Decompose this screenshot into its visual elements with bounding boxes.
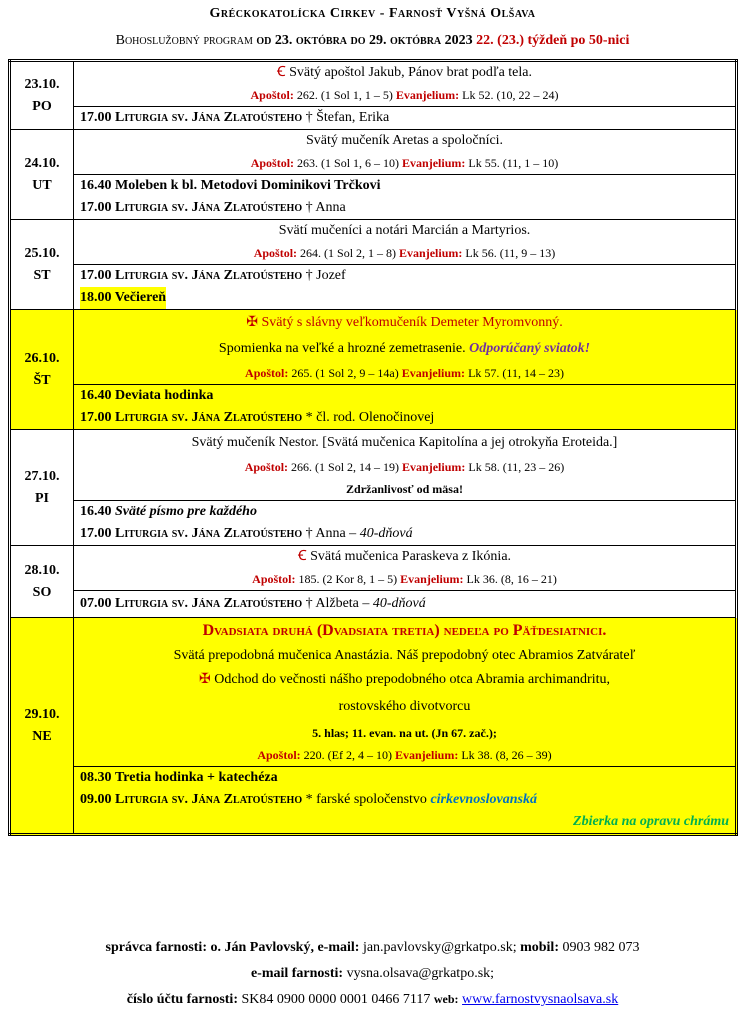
evanjelium-ref: Lk 38. (8, 26 – 39) xyxy=(461,748,552,762)
readings xyxy=(74,84,735,106)
mobile-number: 0903 982 073 xyxy=(562,940,640,955)
day-of-week: PO xyxy=(32,98,52,114)
apostol-ref: 263. (1 Sol 1, 6 – 10) xyxy=(297,156,400,170)
service-name: Liturgia sv. Jána Zlatoústeho xyxy=(115,410,303,425)
feast-text: Svätá prepodobná mučenica Anastázia. Náš prepodobný otec Abramios Zatvárateľ xyxy=(173,648,636,663)
service-intent: † Štefan, Erika xyxy=(305,110,390,125)
day-row-feast xyxy=(10,61,737,107)
day-row-services xyxy=(10,501,737,546)
feast-cell xyxy=(74,546,737,591)
service-time: 18.00 xyxy=(80,290,112,305)
service-name: Deviata hodinka xyxy=(115,388,214,403)
service-line xyxy=(74,523,735,545)
day-row-feast xyxy=(10,310,737,385)
feast-cell xyxy=(74,61,737,107)
services-cell xyxy=(74,591,737,618)
feast-line xyxy=(74,310,735,336)
day-of-week: SO xyxy=(32,584,52,600)
apostol-ref: 220. (Ef 2, 4 – 10) xyxy=(303,748,392,762)
evanjelium-label: Evanjelium: xyxy=(402,156,466,170)
service-line xyxy=(74,789,735,811)
mobile-label: mobil: xyxy=(520,940,559,955)
day-row-services xyxy=(10,767,737,835)
apostol-label: Apoštol: xyxy=(252,572,296,586)
readings xyxy=(74,152,735,174)
apostol-ref: 264. (1 Sol 2, 1 – 8) xyxy=(300,246,397,260)
date: 26.10. xyxy=(24,350,60,366)
evanjelium-label: Evanjelium: xyxy=(400,572,464,586)
day-row-feast xyxy=(10,430,737,501)
service-name: Liturgia sv. Jána Zlatoústeho xyxy=(115,792,303,807)
evanjelium-ref: Lk 55. (11, 1 – 10) xyxy=(468,156,559,170)
footer-admin xyxy=(0,940,745,956)
service-intent: † Anna xyxy=(305,200,346,215)
readings xyxy=(74,744,735,766)
readings xyxy=(74,568,735,590)
feast-text: Svätý apoštol Jakub, Pánov brat podľa tela. xyxy=(289,65,532,80)
admin-email[interactable]: jan.pavlovsky@grkatpo.sk; xyxy=(362,940,517,955)
feast3-text: rostovského divotvorcu xyxy=(338,699,471,714)
date-cell xyxy=(10,430,74,546)
feast-line xyxy=(74,668,735,692)
service-time: 17.00 xyxy=(80,110,112,125)
footer-account xyxy=(0,992,745,1008)
day-row-feast xyxy=(10,618,737,767)
service-line xyxy=(74,107,735,129)
feast-cell xyxy=(74,618,737,767)
date-cell xyxy=(10,220,74,310)
feast-line xyxy=(74,546,735,568)
service-intent: * farské spoločenstvo xyxy=(305,792,427,807)
program-subtitle xyxy=(0,33,745,49)
evanjelium-label: Evanjelium: xyxy=(401,366,466,380)
service-time: 17.00 xyxy=(80,526,112,541)
apostol-label: Apoštol: xyxy=(250,156,295,170)
evanjelium-ref: Lk 57. (11, 14 – 23) xyxy=(468,366,564,380)
services-cell xyxy=(74,501,737,546)
service-extra: 40-dňová xyxy=(359,526,413,541)
tone-info: 5. hlas; 11. evan. na ut. (Jn 67. zač.); xyxy=(312,726,497,740)
feast-text: Svätá mučenica Paraskeva z Ikónia. xyxy=(310,549,512,564)
collection-note: Zbierka na opravu chrámu xyxy=(573,814,729,829)
evanjelium-label: Evanjelium: xyxy=(395,748,459,762)
date-cell xyxy=(10,618,74,835)
apostol-ref: 262. (1 Sol 1, 1 – 5) xyxy=(296,88,393,102)
service-name: Moleben k bl. Metodovi Dominikovi Trčkovi xyxy=(115,178,381,193)
service-name: Tretia hodinka + katechéza xyxy=(115,770,278,785)
apostol-ref: 266. (1 Sol 2, 14 – 19) xyxy=(291,460,400,474)
service-name: Sväté písmo pre každého xyxy=(115,504,257,519)
service-time: 17.00 xyxy=(80,410,112,425)
fast-notice: Zdržanlivosť od mäsa! xyxy=(346,482,463,496)
service-time: 07.00 xyxy=(80,596,112,611)
apostol-label: Apoštol: xyxy=(250,88,294,102)
apostol-label: Apoštol: xyxy=(257,748,301,762)
service-intent: † Anna – xyxy=(305,526,357,541)
day-of-week: NE xyxy=(32,728,52,744)
service-time: 16.40 xyxy=(80,388,112,403)
feast-text: Svätý mučeník Nestor. [Svätá mučenica Kapitolína a jej otrokyňa Eroteida.] xyxy=(191,435,618,450)
evanjelium-ref: Lk 58. (11, 23 – 26) xyxy=(468,460,565,474)
sunday-title: Dvadsiata druhá (Dvadsiata tretia) nedeľa po Päťdesiatnici. xyxy=(202,622,607,639)
services-cell xyxy=(74,107,737,130)
service-line xyxy=(74,767,735,789)
apostol-label: Apoštol: xyxy=(245,366,289,380)
website-link[interactable]: www.farnostvysnaolsava.sk xyxy=(462,992,619,1007)
evanjelium-ref: Lk 56. (11, 9 – 13) xyxy=(465,246,556,260)
day-row-services xyxy=(10,107,737,130)
program-prefix: Bohoslužobný program xyxy=(115,33,257,48)
feast-cell xyxy=(74,430,737,501)
service-line xyxy=(74,197,735,219)
service-name: Liturgia sv. Jána Zlatoústeho xyxy=(115,596,303,611)
evanjelium-ref: Lk 36. (8, 16 – 21) xyxy=(466,572,557,586)
date: 29.10. xyxy=(24,706,60,722)
service-name: Liturgia sv. Jána Zlatoústeho xyxy=(115,110,303,125)
service-name: Liturgia sv. Jána Zlatoústeho xyxy=(115,200,303,215)
readings xyxy=(74,362,735,384)
service-time: 08.30 xyxy=(80,770,112,785)
feast-symbol: Ꞓ xyxy=(277,65,286,80)
vesper-highlight xyxy=(80,287,166,309)
service-line xyxy=(74,501,735,523)
service-extra: 40-dňová xyxy=(372,596,426,611)
day-row-services xyxy=(10,591,737,618)
services-cell xyxy=(74,385,737,430)
date-cell xyxy=(10,61,74,130)
day-row-services xyxy=(10,385,737,430)
day-of-week: ŠT xyxy=(33,372,51,388)
feast-text: Svätý mučeník Aretas a spoločníci. xyxy=(305,133,504,148)
feast2-text: Odchod do večnosti nášho prepodobného otca Abramia archimandritu, xyxy=(214,672,610,687)
service-name: Večiereň xyxy=(114,290,167,305)
date-cell xyxy=(10,130,74,220)
day-of-week: PI xyxy=(35,490,49,506)
collection-line xyxy=(74,811,735,833)
web-label: web: xyxy=(433,992,459,1006)
service-line xyxy=(74,385,735,407)
footer-parish-email xyxy=(0,966,745,982)
service-time: 09.00 xyxy=(80,792,112,807)
services-cell xyxy=(74,265,737,310)
service-line xyxy=(74,591,735,617)
feast-symbol: Ꞓ xyxy=(297,549,307,564)
day-row-services xyxy=(10,265,737,310)
day-row-services xyxy=(10,175,737,220)
services-cell xyxy=(74,767,737,835)
service-intent: † Jozef xyxy=(305,268,346,283)
feast-note xyxy=(74,336,735,362)
evanjelium-label: Evanjelium: xyxy=(395,88,460,102)
language-note: cirkevnoslovanská xyxy=(430,792,537,807)
date: 23.10. xyxy=(24,76,60,92)
service-line xyxy=(74,407,735,429)
note-text: Spomienka na veľké a hrozné zemetrasenie. xyxy=(218,341,466,356)
day-row-feast xyxy=(10,130,737,175)
service-name: Liturgia sv. Jána Zlatoústeho xyxy=(115,526,303,541)
feast-cell xyxy=(74,310,737,385)
parish-email-label: e-mail farnosti: xyxy=(250,966,344,981)
account-number: SK84 0900 0000 0001 0466 7117 xyxy=(241,992,431,1007)
service-line xyxy=(74,265,735,287)
feast-cell xyxy=(74,220,737,265)
day-of-week: ST xyxy=(33,267,51,283)
service-time: 17.00 xyxy=(80,268,112,283)
day-row-feast xyxy=(10,220,737,265)
program-range: od 23. októbra do 29. októbra 2023 xyxy=(256,33,473,48)
feast-cell xyxy=(74,130,737,175)
date: 28.10. xyxy=(24,562,60,578)
feast-text: Svätý s slávny veľkomučeník Demeter Myromvonný. xyxy=(261,315,563,330)
feast-text: Svätí mučeníci a notári Marcián a Martyrios. xyxy=(278,223,531,238)
account-label: číslo účtu farnosti: xyxy=(126,992,238,1007)
recommended-feast: Odporúčaný sviatok! xyxy=(469,341,591,356)
schedule-table xyxy=(8,59,738,836)
page-title: Gréckokatolícka Cirkev - Farnosť Vyšná Olšava xyxy=(209,6,536,21)
services-cell xyxy=(74,175,737,220)
evanjelium-ref: Lk 52. (10, 22 – 24) xyxy=(462,88,559,102)
apostol-label: Apoštol: xyxy=(253,246,298,260)
readings xyxy=(74,242,735,264)
date-cell xyxy=(10,310,74,430)
service-intent: * čl. rod. Olenočinovej xyxy=(305,410,435,425)
date-cell xyxy=(10,546,74,618)
service-line xyxy=(74,287,735,309)
date: 24.10. xyxy=(24,155,60,171)
parish-email[interactable]: vysna.olsava@grkatpo.sk; xyxy=(346,966,495,981)
day-row-feast xyxy=(10,546,737,591)
evanjelium-label: Evanjelium: xyxy=(399,246,463,260)
service-time: 17.00 xyxy=(80,200,112,215)
readings xyxy=(74,456,735,478)
date: 25.10. xyxy=(24,245,60,261)
evanjelium-label: Evanjelium: xyxy=(402,460,466,474)
service-time: 16.40 xyxy=(80,178,112,193)
feast-line xyxy=(74,62,735,84)
apostol-ref: 185. (2 Kor 8, 1 – 5) xyxy=(298,572,398,586)
cross-icon: ✠ xyxy=(246,315,259,330)
service-time: 16.40 xyxy=(80,504,112,519)
apostol-label: Apoštol: xyxy=(244,460,289,474)
cross-icon: ✠ xyxy=(198,672,211,687)
service-line xyxy=(74,175,735,197)
day-of-week: UT xyxy=(32,177,52,193)
admin-label: správca farnosti: o. Ján Pavlovský, e-mail: xyxy=(105,940,360,955)
service-name: Liturgia sv. Jána Zlatoústeho xyxy=(115,268,303,283)
program-week: 22. (23.) týždeň po 50-nici xyxy=(476,33,630,48)
date: 27.10. xyxy=(24,468,60,484)
apostol-ref: 265. (1 Sol 2, 9 – 14a) xyxy=(291,366,399,380)
service-intent: † Alžbeta – xyxy=(305,596,370,611)
